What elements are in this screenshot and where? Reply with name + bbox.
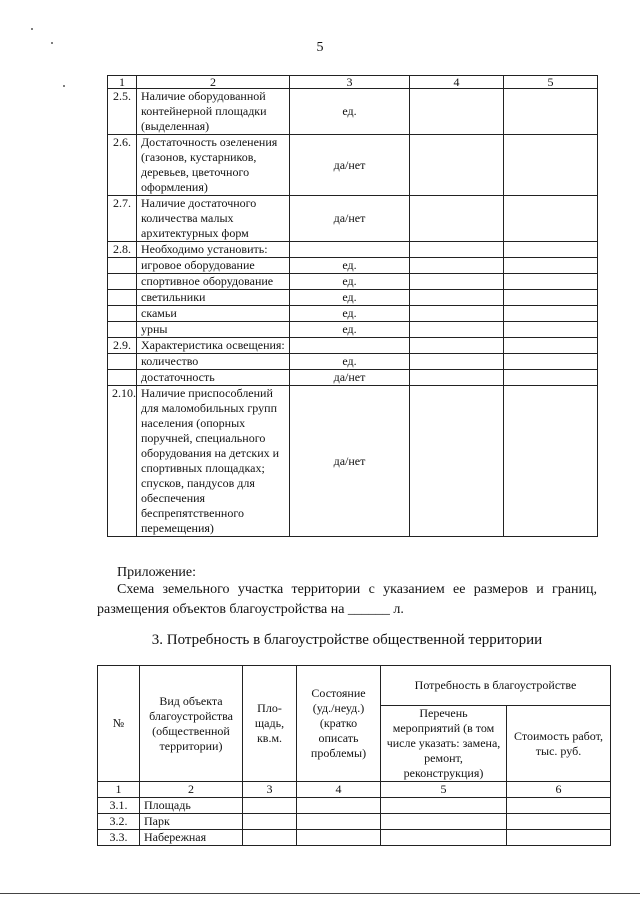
empty-cell	[297, 830, 381, 846]
row-note	[504, 274, 598, 290]
row-unit: ед.	[290, 258, 410, 274]
empty-cell	[297, 798, 381, 814]
row-note	[504, 135, 598, 196]
header-cell: 5	[504, 76, 598, 89]
row-note	[504, 370, 598, 386]
row-number	[108, 258, 137, 274]
row-number: 2.10.	[108, 386, 137, 537]
table-row	[108, 258, 598, 274]
table-row	[98, 798, 611, 814]
empty-cell	[381, 798, 507, 814]
row-value	[410, 258, 504, 274]
empty-cell	[507, 798, 611, 814]
appendix-text: Схема земельного участка территории с указанием ее размеров и границ, размещения объектов благоустройства на ______ л.	[97, 582, 597, 617]
row-note	[504, 306, 598, 322]
row-unit: да/нет	[290, 135, 410, 196]
row-number: 3.1.	[98, 798, 140, 814]
index-cell: 4	[297, 782, 381, 798]
row-number: 2.5.	[108, 89, 137, 135]
row-unit	[290, 338, 410, 354]
row-description: игровое оборудование	[137, 258, 290, 274]
row-note	[504, 258, 598, 274]
row-description: Характеристика освещения:	[137, 338, 290, 354]
table-row	[108, 135, 598, 196]
row-note	[504, 386, 598, 537]
row-description: достаточность	[137, 370, 290, 386]
row-description: светильники	[137, 290, 290, 306]
row-description: урны	[137, 322, 290, 338]
row-unit: да/нет	[290, 196, 410, 242]
row-value	[410, 135, 504, 196]
table-row	[108, 196, 598, 242]
section-title: 3. Потребность в благоустройстве общественной территории	[151, 632, 543, 648]
row-note	[504, 322, 598, 338]
row-value	[410, 354, 504, 370]
index-cell: 6	[507, 782, 611, 798]
table-row	[108, 274, 598, 290]
header-state: Состояние (уд./неуд.) (кратко описать проблемы)	[297, 666, 381, 782]
row-note	[504, 242, 598, 258]
row-value	[410, 386, 504, 537]
empty-cell	[243, 798, 297, 814]
row-unit: ед.	[290, 89, 410, 135]
empty-cell	[297, 814, 381, 830]
table-row	[108, 306, 598, 322]
header-cell: 2	[137, 76, 290, 89]
row-note	[504, 290, 598, 306]
row-number: 2.7.	[108, 196, 137, 242]
table-row	[98, 830, 611, 846]
header-number: №	[98, 666, 140, 782]
bottom-rule	[0, 893, 640, 894]
row-number: 3.2.	[98, 814, 140, 830]
row-unit: ед.	[290, 322, 410, 338]
row-number	[108, 274, 137, 290]
scan-speck	[63, 85, 65, 87]
row-description: Достаточность озеленения (газонов, кустарников, деревьев, цветочного оформления)	[137, 135, 290, 196]
row-value	[410, 89, 504, 135]
row-note	[504, 196, 598, 242]
empty-cell	[243, 814, 297, 830]
row-value	[410, 196, 504, 242]
index-row	[98, 782, 611, 798]
row-number	[108, 370, 137, 386]
row-number	[108, 354, 137, 370]
row-number	[108, 322, 137, 338]
row-description: Наличие достаточного количества малых архитектурных форм	[137, 196, 290, 242]
page-number: 5	[316, 40, 324, 55]
table-row	[108, 290, 598, 306]
row-description: Наличие оборудованной контейнерной площадки (выделенная)	[137, 89, 290, 135]
table-row	[98, 814, 611, 830]
header-need: Потребность в благоустройстве	[381, 666, 611, 706]
header-object-type: Вид объекта благоустройства (общественной территории)	[140, 666, 243, 782]
row-description: спортивное оборудование	[137, 274, 290, 290]
header-measures: Перечень мероприятий (в том числе указать: замена, ремонт, реконструкция)	[381, 706, 507, 782]
row-number: 2.8.	[108, 242, 137, 258]
row-unit: ед.	[290, 354, 410, 370]
row-number	[108, 306, 137, 322]
empty-cell	[507, 830, 611, 846]
row-unit: ед.	[290, 290, 410, 306]
row-description: Необходимо установить:	[137, 242, 290, 258]
empty-cell	[381, 814, 507, 830]
table-header-row	[98, 666, 611, 706]
row-value	[410, 370, 504, 386]
row-unit: да/нет	[290, 370, 410, 386]
scan-speck	[31, 28, 33, 30]
table-row	[108, 386, 598, 537]
table-row	[108, 354, 598, 370]
table-row	[108, 89, 598, 135]
header-cell: 3	[290, 76, 410, 89]
row-value	[410, 322, 504, 338]
needs-table	[97, 665, 611, 846]
characteristics-table	[107, 75, 598, 537]
appendix-title: Приложение:	[117, 565, 197, 580]
index-cell: 2	[140, 782, 243, 798]
row-note	[504, 89, 598, 135]
row-value	[410, 338, 504, 354]
row-unit	[290, 242, 410, 258]
row-number: 3.3.	[98, 830, 140, 846]
row-number	[108, 290, 137, 306]
row-note	[504, 338, 598, 354]
header-cell: 4	[410, 76, 504, 89]
row-value	[410, 306, 504, 322]
row-unit: ед.	[290, 306, 410, 322]
header-area: Пло-щадь, кв.м.	[243, 666, 297, 782]
row-object-name: Набережная	[140, 830, 243, 846]
header-cost: Стоимость работ, тыс. руб.	[507, 706, 611, 782]
row-number: 2.9.	[108, 338, 137, 354]
empty-cell	[381, 830, 507, 846]
row-value	[410, 274, 504, 290]
header-cell: 1	[108, 76, 137, 89]
table-header-row	[108, 76, 598, 89]
index-cell: 5	[381, 782, 507, 798]
table-row	[108, 338, 598, 354]
row-object-name: Парк	[140, 814, 243, 830]
index-cell: 3	[243, 782, 297, 798]
row-note	[504, 354, 598, 370]
row-unit: ед.	[290, 274, 410, 290]
row-description: количество	[137, 354, 290, 370]
row-number: 2.6.	[108, 135, 137, 196]
row-object-name: Площадь	[140, 798, 243, 814]
table-row	[108, 370, 598, 386]
row-description: Наличие приспособлений для маломобильных групп населения (опорных поручней, специального оборудования на детских и спортивных площадках; спусков, пандусов для обеспечения беспрепятственного перемещения)	[137, 386, 290, 537]
row-value	[410, 242, 504, 258]
empty-cell	[507, 814, 611, 830]
table-row	[108, 322, 598, 338]
row-description: скамьи	[137, 306, 290, 322]
row-unit: да/нет	[290, 386, 410, 537]
index-cell: 1	[98, 782, 140, 798]
empty-cell	[243, 830, 297, 846]
table-row	[108, 242, 598, 258]
row-value	[410, 290, 504, 306]
